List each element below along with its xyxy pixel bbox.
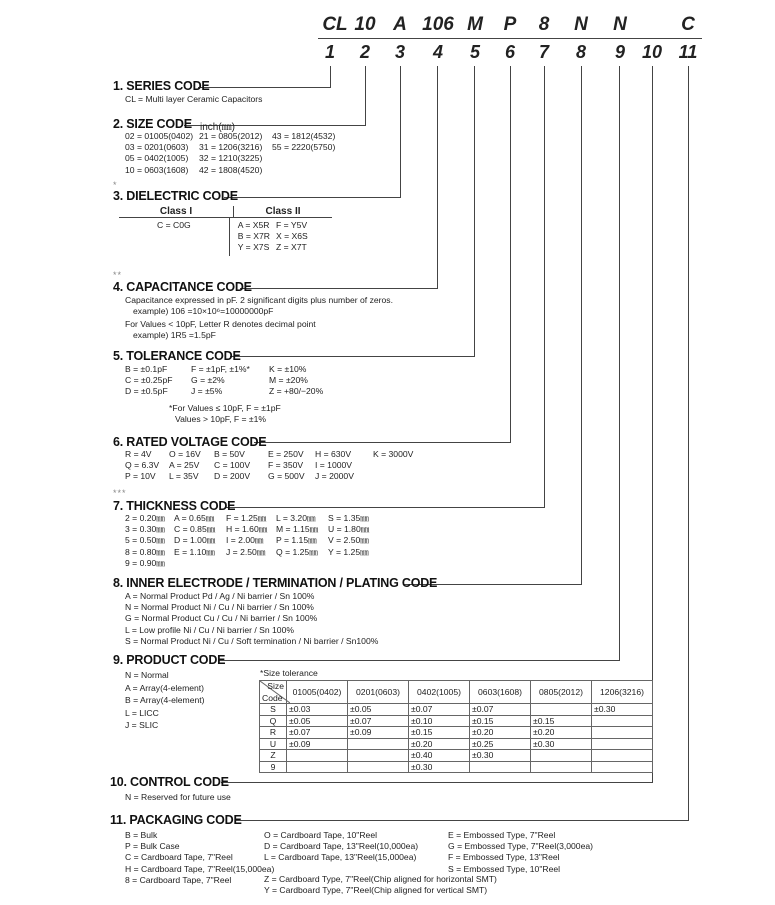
packaging-col2b: Z = Cardboard Type, 7"Reel(Chip aligned for horizontal SMT) Y = Cardboard Type, 7"Reel(Chip aligned for vertical SMT) — [264, 874, 497, 896]
table-corner: Size Code — [260, 681, 287, 704]
code-packaging: C — [681, 14, 695, 35]
size-col1: 02 = 01005(0402) 03 = 0201(0603) 05 = 0402(1005) 10 = 0603(1608) — [125, 131, 194, 175]
col-header: 0603(1608) — [470, 681, 531, 704]
thickness-col5: S = 1.35㎜ U = 1.80㎜ V = 2.50㎜ Y = 1.25㎜ — [328, 513, 370, 557]
table-row: Z ±0.40 ±0.30 — [260, 750, 653, 762]
thickness-code-title: 7. THICKNESS CODE — [113, 499, 236, 513]
capacitance-star: ** — [113, 270, 123, 280]
code-capacitance: 106 — [422, 14, 454, 35]
tolerance-col1: B = ±0.1pF C = ±0.25pF D = ±0.5pF — [125, 364, 173, 397]
header-rule — [318, 38, 702, 39]
class1-header: Class I — [119, 206, 234, 217]
control-code-desc: N = Reserved for future use — [125, 792, 231, 802]
product-code-title: 9. PRODUCT CODE — [113, 653, 226, 667]
col-header: 0805(2012) — [531, 681, 592, 704]
packaging-col1: B = Bulk P = Bulk Case C = Cardboard Tape, 7"Reel H = Cardboard Tape, 7"Reel(15,000ea) 8 = Cardboard Tape, 7"Reel — [125, 830, 275, 885]
class1-value: C = C0G — [119, 218, 230, 256]
capacitance-line3: For Values < 10pF, Letter R denotes decimal point — [125, 319, 316, 329]
code-thickness: 8 — [538, 14, 550, 35]
tolerance-note2: Values > 10pF, F = ±1% — [175, 414, 267, 424]
thickness-col1: 2 = 0.20㎜ 3 = 0.30㎜ 5 = 0.50㎜ 8 = 0.80㎜ 9 = 0.90㎜ — [125, 513, 165, 568]
voltage-col6: K = 3000V — [373, 449, 414, 459]
capacitance-code-title: 4. CAPACITANCE CODE — [113, 280, 252, 294]
code-dielectric: A — [393, 14, 407, 35]
voltage-col2: O = 16V A = 25V L = 35V — [169, 449, 201, 482]
tolerance-col2: F = ±1pF, ±1%* G = ±2% J = ±5% — [191, 364, 250, 397]
voltage-col1: R = 4V Q = 6.3V P = 10V — [125, 449, 160, 482]
code-size: 10 — [354, 14, 376, 35]
num-3: 3 — [394, 42, 405, 62]
code-series: CL — [322, 14, 348, 35]
table-row: 9 ±0.30 — [260, 761, 653, 773]
col-header: 0201(0603) — [348, 681, 409, 704]
num-10: 10 — [641, 42, 663, 62]
voltage-col4: E = 250V F = 350V G = 500V — [268, 449, 305, 482]
packaging-col3: E = Embossed Type, 7"Reel G = Embossed Type, 7"Reel(3,000ea) F = Embossed Type, 13"Reel S = Embossed Type, 10"Reel — [448, 830, 594, 874]
code-electrode: N — [574, 14, 588, 35]
product-list: N = Normal A = Array(4-element) B = Array(4-element) L = LICC J = SLIC — [125, 670, 205, 730]
num-2: 2 — [359, 42, 370, 62]
code-tolerance: M — [467, 14, 483, 35]
num-5: 5 — [469, 42, 480, 62]
packaging-col2: O = Cardboard Tape, 10"Reel D = Cardboard Tape, 13"Reel(10,000ea) L = Cardboard Tape, 13"Reel(15,000ea) — [264, 830, 419, 863]
series-code-desc: CL = Multi layer Ceramic Capacitors — [125, 94, 263, 104]
size-unit: inch(㎜) — [200, 122, 236, 133]
table-row: R ±0.07 ±0.09 ±0.15 ±0.20 ±0.20 — [260, 727, 653, 739]
thickness-star: *** — [113, 488, 127, 498]
voltage-col3: B = 50V C = 100V D = 200V — [214, 449, 251, 482]
num-11: 11 — [678, 42, 698, 62]
size-code-title: 2. SIZE CODE — [113, 117, 192, 131]
tolerance-col3: K = ±10% M = ±20% Z = +80/−20% — [269, 364, 324, 397]
capacitance-line1: Capacitance expressed in pF. 2 significant digits plus number of zeros. — [125, 295, 393, 305]
voltage-code-title: 6. RATED VOLTAGE CODE — [113, 435, 267, 449]
num-6: 6 — [504, 42, 515, 62]
class2-header: Class II — [265, 206, 301, 217]
packaging-code-title: 11. PACKAGING CODE — [110, 813, 242, 827]
code-product: N — [613, 14, 627, 35]
col-header: 1206(3216) — [592, 681, 653, 704]
thickness-col3: F = 1.25㎜ H = 1.60㎜ I = 2.00㎜ J = 2.50㎜ — [226, 513, 268, 557]
control-code-title: 10. CONTROL CODE — [110, 775, 229, 789]
series-code-title: 1. SERIES CODE — [113, 79, 210, 93]
table-row: Q ±0.05 ±0.07 ±0.10 ±0.15 ±0.15 — [260, 715, 653, 727]
col-header: 0402(1005) — [409, 681, 470, 704]
electrode-code-title: 8. INNER ELECTRODE / TERMINATION / PLATING CODE — [113, 576, 438, 590]
size-tolerance-label: *Size tolerance — [260, 668, 318, 678]
thickness-col2: A = 0.65㎜ C = 0.85㎜ D = 1.00㎜ E = 1.10㎜ — [174, 513, 216, 557]
dielectric-star: * — [113, 180, 118, 190]
thickness-col4: L = 3.20㎜ M = 1.15㎜ P = 1.15㎜ Q = 1.25㎜ — [276, 513, 319, 557]
num-9: 9 — [614, 42, 625, 62]
tolerance-code-title: 5. TOLERANCE CODE — [113, 349, 241, 363]
capacitance-line2: example) 106 =10×10⁶=10000000pF — [133, 306, 274, 316]
dielectric-code-title: 3. DIELECTRIC CODE — [113, 189, 238, 203]
capacitance-line4: example) 1R5 =1.5pF — [133, 330, 216, 340]
size-tolerance-table — [259, 680, 653, 773]
electrode-list: A = Normal Product Pd / Ag / Ni barrier / Sn 100% N = Normal Product Ni / Cu / Ni barrier / Sn 100% G = Normal Product Cu / Cu / Ni barrier / Sn 100% L = Low profile Ni / Cu / Ni barrier / Sn 100% S = Normal Product Ni / Cu / Soft termination / Ni barrier / Sn100% — [125, 591, 379, 646]
tolerance-note1: *For Values ≤ 10pF, F = ±1pF — [169, 403, 281, 413]
voltage-col5: H = 630V I = 1000V J = 2000V — [315, 449, 354, 482]
dielectric-table: Class I Class II C = C0G A = X5R B = X7R Y = X7S F = Y5V X = X6S Z = X7T — [119, 206, 332, 256]
num-8: 8 — [575, 42, 586, 62]
size-col2: 21 = 0805(2012) 31 = 1206(3216) 32 = 1210(3225) 42 = 1808(4520) — [199, 131, 263, 175]
size-col3: 43 = 1812(4532) 55 = 2220(5750) — [272, 131, 336, 153]
code-voltage: P — [503, 14, 517, 35]
num-1: 1 — [324, 42, 335, 62]
num-4: 4 — [432, 42, 443, 62]
num-7: 7 — [538, 42, 549, 62]
table-row: U ±0.09 ±0.20 ±0.25 ±0.30 — [260, 738, 653, 750]
table-row: S ±0.03 ±0.05 ±0.07 ±0.07 ±0.30 — [260, 704, 653, 716]
col-header: 01005(0402) — [287, 681, 348, 704]
